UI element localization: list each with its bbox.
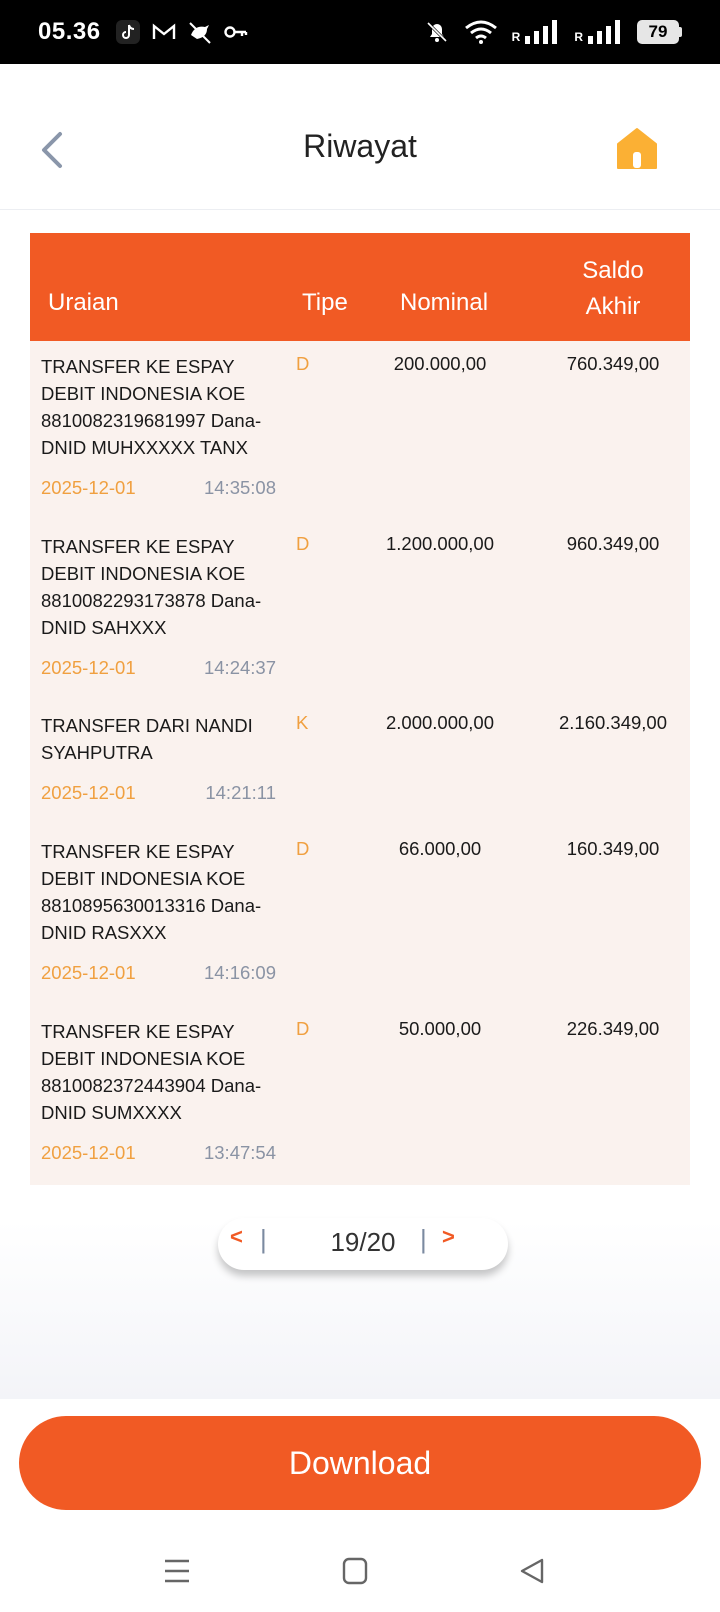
row-date: 2025-12-01: [41, 477, 136, 498]
bell-off-icon: [424, 19, 450, 45]
pager-separator: |: [420, 1224, 427, 1254]
roaming-label: R: [574, 30, 583, 44]
row-balance: 960.349,00: [566, 533, 660, 554]
row-type: D: [296, 1018, 310, 1039]
row-amount: 2.000.000,00: [385, 712, 495, 733]
gmail-icon: [151, 19, 177, 45]
battery-indicator: [637, 20, 682, 44]
home-square-icon[interactable]: [335, 1556, 375, 1586]
row-amount: 200.000,00: [393, 353, 487, 374]
home-icon[interactable]: [614, 126, 660, 172]
row-description: TRANSFER DARI NANDI SYAHPUTRA: [41, 715, 253, 763]
muted-bird-icon: [187, 19, 213, 45]
row-balance: 160.349,00: [566, 838, 660, 859]
column-header-nominal: Nominal: [400, 289, 489, 316]
app-header: [0, 64, 720, 210]
page-indicator: 19/20: [330, 1227, 396, 1257]
pager-separator: |: [260, 1224, 267, 1254]
table-row[interactable]: [30, 521, 690, 696]
key-icon: [223, 19, 249, 45]
table-row[interactable]: [30, 1006, 690, 1181]
row-description: TRANSFER KE ESPAY DEBIT INDONESIA KOE 8810082293173878 Dana-DNID SAHXXX: [41, 536, 262, 638]
row-amount: 1.200.000,00: [385, 533, 495, 554]
system-nav-bar: [0, 1528, 720, 1612]
row-time: 13:47:54: [203, 1142, 276, 1163]
pagination: [218, 1218, 508, 1270]
signal-1: [512, 20, 561, 44]
status-bar: [0, 0, 720, 64]
row-balance: 760.349,00: [566, 353, 660, 374]
row-date: 2025-12-01: [41, 962, 136, 983]
row-date: 2025-12-01: [41, 782, 136, 803]
row-type: D: [296, 353, 310, 374]
row-description: TRANSFER KE ESPAY DEBIT INDONESIA KOE 8810082319681997 Dana-DNID MUHXXXXX TANX: [41, 356, 262, 458]
row-balance: 226.349,00: [566, 1018, 660, 1039]
row-time: 14:24:37: [203, 657, 276, 678]
row-type: D: [296, 838, 310, 859]
table-row[interactable]: [30, 341, 690, 516]
row-description: TRANSFER KE ESPAY DEBIT INDONESIA KOE 8810082372443904 Dana-DNID SUMXXXX: [41, 1021, 262, 1123]
row-balance: 2.160.349,00: [558, 712, 668, 733]
battery-level: 79: [637, 20, 679, 44]
saldo-header-line2: Akhir: [585, 293, 641, 320]
tiktok-icon: [115, 19, 141, 45]
row-amount: 66.000,00: [398, 838, 482, 859]
next-page-button[interactable]: >: [442, 1224, 455, 1249]
menu-icon[interactable]: [157, 1556, 197, 1586]
wifi-icon: [464, 19, 498, 45]
table-row[interactable]: [30, 700, 690, 820]
table-header: [30, 233, 690, 341]
row-time: 14:21:11: [205, 782, 276, 803]
signal-2: [574, 20, 623, 44]
row-date: 2025-12-01: [41, 657, 136, 678]
prev-page-button[interactable]: <: [230, 1224, 243, 1249]
transaction-table: [30, 233, 690, 1185]
row-type: D: [296, 533, 310, 554]
column-header-uraian: Uraian: [48, 289, 119, 316]
signal-icon: [587, 20, 623, 44]
table-row[interactable]: [30, 826, 690, 1001]
saldo-header-line1: Saldo: [582, 257, 644, 284]
column-header-saldo: [540, 253, 686, 325]
download-button[interactable]: Download: [19, 1416, 701, 1510]
row-time: 14:35:08: [203, 477, 276, 498]
row-type: K: [296, 712, 309, 733]
roaming-label: R: [511, 30, 521, 44]
clock: 05.36: [38, 18, 101, 45]
row-description: TRANSFER KE ESPAY DEBIT INDONESIA KOE 8810895630013316 Dana-DNID RASXXX: [41, 841, 262, 943]
column-header-tipe: Tipe: [302, 289, 348, 316]
back-triangle-icon[interactable]: [512, 1556, 552, 1586]
row-date: 2025-12-01: [41, 1142, 136, 1163]
row-time: 14:16:09: [203, 962, 276, 983]
row-amount: 50.000,00: [398, 1018, 482, 1039]
page-title: Riwayat: [303, 128, 417, 164]
signal-icon: [524, 20, 560, 44]
